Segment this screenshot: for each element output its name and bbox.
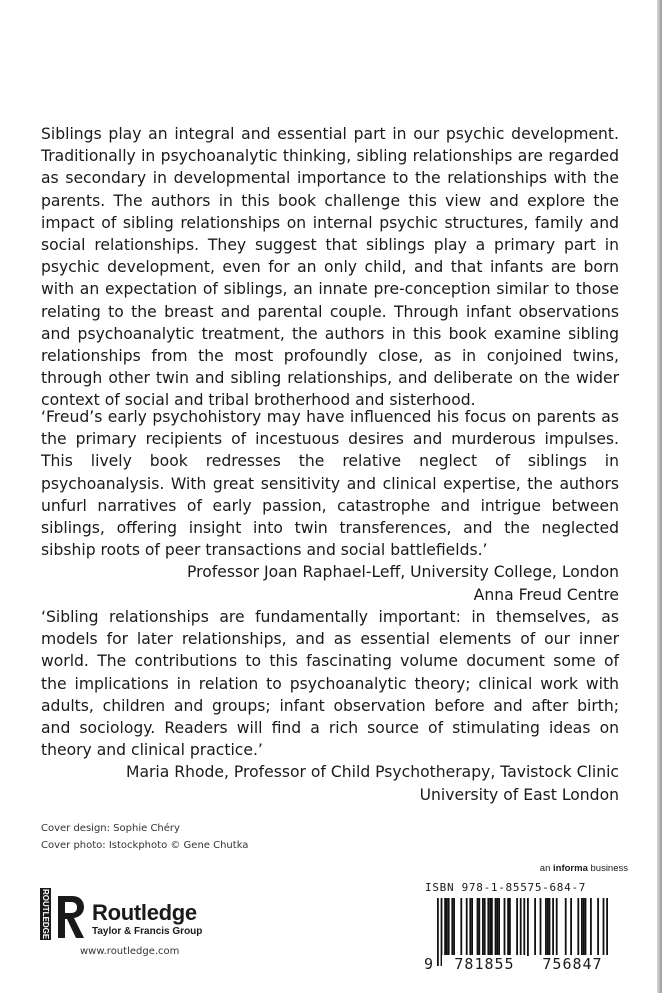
barcode-bar — [597, 898, 599, 956]
barcode-bar — [498, 898, 500, 956]
barcode-bar — [590, 898, 592, 956]
barcode-bar — [495, 898, 497, 956]
endorsement-attribution-affiliation: Anna Freud Centre — [473, 585, 619, 604]
barcode-bar — [556, 898, 558, 956]
endorsement-quote: ‘Sibling relationships are fundamentally important: in themselves, as models for later relationships, and as essential elements of our inner world. The contributions to this fascinating volume document some of the implications in relation to psychoanalytic theory; clinical work with adults, children and groups; infant observation before and after birth; and sociology. Readers will find a rich source of stimulating ideas on theory and clinical practice.’ — [41, 608, 619, 760]
barcode-bar — [570, 898, 572, 956]
barcode-bar — [482, 898, 484, 956]
barcode-bar — [552, 898, 554, 956]
barcode-bar — [581, 898, 583, 956]
barcode-bar — [565, 898, 567, 956]
book-description: Siblings play an integral and essential part in our psychic development. Traditionally in psychoanalytic thinking, sibling relationships are regarded as secondary in developmental importance to the relationships with the parents. The authors in this book challenge this view and explore the impact of sibling relationships on internal psychic structures, family and social relationships. They suggest that siblings play a primary part in psychic development, even for an only child, and that infants are born with an expectation of siblings, an innate pre-conception similar to those relating to the breast and parental couple. Through infant observations and psychoanalytic treatment, the authors in this book examine sibling relationships from the most profoundly close, as in conjoined twins, through other twin and sibling relationships, and deliberate on the wider context of social and tribal brotherhood and sisterhood. — [41, 125, 619, 410]
cover-photo-credit: Cover photo: Istockphoto © Gene Chutka — [41, 840, 249, 851]
barcode-bar — [466, 898, 468, 956]
isbn-barcode-box — [423, 877, 623, 981]
barcode-bar — [460, 898, 462, 956]
isbn-label: ISBN 978-1-85575-684-7 — [425, 881, 587, 894]
barcode-bar — [583, 898, 585, 956]
barcode-bar — [477, 898, 479, 956]
endorsement-attribution-affiliation: University of East London — [419, 785, 619, 804]
ean-digits-left: 781855 — [442, 955, 527, 973]
cover-design-credit: Cover design: Sophie Chéry — [41, 823, 180, 834]
barcode-bar — [507, 898, 509, 956]
ean-lead-digit: 9 — [424, 955, 434, 973]
barcode-bar — [540, 898, 542, 956]
barcode-bar — [453, 898, 455, 956]
barcode-bar — [577, 898, 579, 956]
cover-credits — [41, 820, 248, 854]
barcode-bar — [547, 898, 549, 956]
publisher-url: www.routledge.com — [80, 946, 180, 957]
publisher-group: Taylor & Francis Group — [92, 926, 203, 937]
routledge-r-logo-icon — [56, 894, 86, 940]
ean-digits-right: 756847 — [530, 955, 615, 973]
barcode-bar — [448, 898, 450, 956]
endorsement-rhode — [41, 606, 619, 806]
spine-logo-mark: ROUTLEDGE — [41, 888, 50, 940]
page-edge — [657, 0, 662, 993]
barcode-bar — [491, 898, 493, 956]
barcode-bar — [487, 898, 489, 956]
barcode-bar — [451, 898, 453, 956]
barcode-bar — [549, 898, 551, 956]
barcode-bar — [489, 898, 491, 956]
barcode-bar — [437, 898, 439, 966]
barcode-bar — [478, 898, 480, 956]
endorsement-attribution: Professor Joan Raphael-Leff, University College, London — [187, 563, 619, 582]
barcode-bar — [509, 898, 511, 956]
publisher-name: Routledge — [92, 900, 197, 925]
endorsement-attribution: Maria Rhode, Professor of Child Psychotherapy, Tavistock Clinic — [125, 763, 619, 782]
informa-word: informa — [553, 863, 588, 874]
barcode-bar — [444, 898, 446, 956]
barcode-bar — [471, 898, 473, 956]
barcode-bar — [469, 898, 471, 956]
barcode-bar — [585, 898, 587, 956]
informa-tagline: an informa business — [539, 863, 628, 874]
barcode-bar — [527, 898, 529, 956]
barcode-bar — [446, 898, 448, 956]
barcode-bar — [504, 898, 506, 956]
barcode-bar — [484, 898, 486, 956]
barcode-bar — [534, 898, 536, 956]
barcode-bar — [545, 898, 547, 956]
endorsement-raphael-leff — [41, 406, 619, 606]
barcode-bar — [516, 898, 518, 956]
barcode-bar — [496, 898, 498, 956]
endorsement-quote: ‘Freud’s early psychohistory may have influenced his focus on parents as the primary recipients of incestuous desires and murderous impulses. This lively book redresses the relative neglect of siblings in psychoanalysis. With great sensitivity and clinical expertise, the authors unfurl narratives of early passion, catastrophe and intrigue between siblings, offering insight into twin transferences, and the neglected sibship roots of peer transactions and social battlefields.’ — [41, 408, 619, 560]
